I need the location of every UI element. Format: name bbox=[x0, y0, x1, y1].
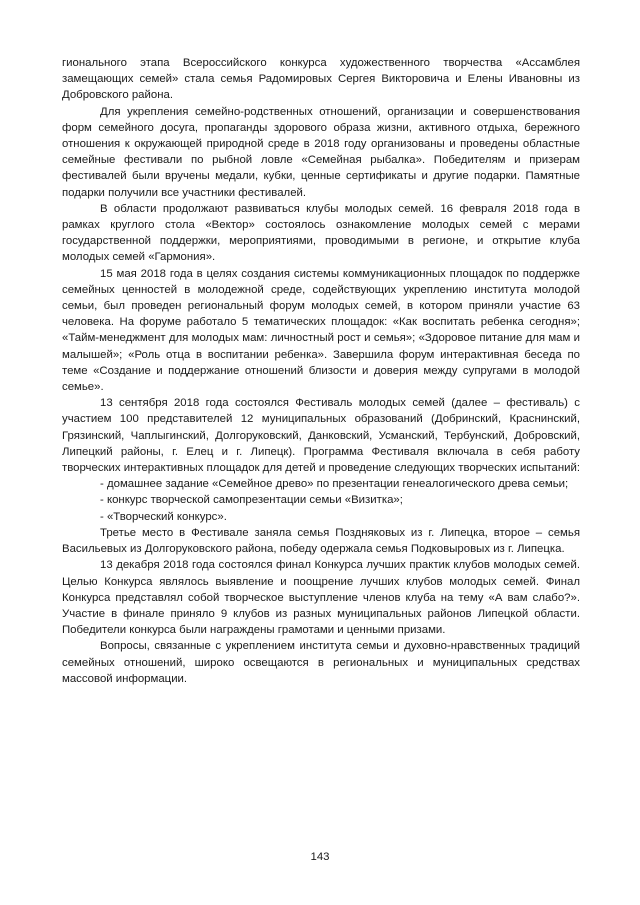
page-number: 143 bbox=[310, 851, 330, 863]
paragraph-continuation: гионального этапа Всероссийского конкурса художественного творчества «Ассамблея замещающих семей» стала семья Радомировых Сергея Викторовича и Елены Ивановны из Добровского района. bbox=[62, 57, 580, 102]
paragraph-young-family-clubs: В области продолжают развиваться клубы молодых семей. 16 февраля 2018 года в рамках круглого стола «Вектор» состоялось ознакомление молодых семей с мерами государственной поддержки, мероприятиями, проводимыми в регионе, и открытие клуба молодых семей «Гармония». bbox=[62, 202, 580, 264]
list-item-vizitka: - конкурс творческой самопрезентации семьи «Визитка»; bbox=[100, 494, 403, 507]
paragraph-festival-september: 13 сентября 2018 года состоялся Фестиваль молодых семей (далее – фестиваль) с участием 100 представителей 12 муниципальных образований (Добринский, Краснинский, Грязинский, Чаплыгинский, Долгоруковский, Данковский, Усманский, Тербунский, Добровский, Липецкий районы, г. Елец и г. Липецк). Программа Фестиваля включала в себя работу творческих интерактивных площадок для детей и проведение следующих творческих испытаний: bbox=[62, 397, 581, 475]
list-item-family-tree: - домашнее задание «Семейное древо» по презентации генеалогического древа семьи; bbox=[100, 478, 569, 491]
paragraph-clubs-contest-final: 13 декабря 2018 года состоялся финал Конкурса лучших практик клубов молодых семей. Целью Конкурса являлось выявление и поощрение лучших клубов молодых семей. Финал Конкурса представлял собой творческое выступление членов клуба на тему «А вам слабо?». Участие в финале приняло 9 клубов из разных муниципальных районов Липецкой области. Победители конкурса были награждены грамотами и ценными призами. bbox=[62, 559, 580, 637]
paragraph-media-coverage: Вопросы, связанные с укреплением института семьи и духовно-нравственных традиций семейных отношений, широко освещаются в региональных и муниципальных средствах массовой информации. bbox=[62, 640, 580, 685]
paragraph-family-festivals: Для укрепления семейно-родственных отношений, организации и совершенствования форм семейного досуга, пропаганды здорового образа жизни, активного отдыха, бережного отношения к окружающей природной среде в 2018 году организованы и проведены областные семейные фестивали по рыбной ловле «Семейная рыбалка». Победителям и призерам фестивалей были вручены медали, кубки, ценные сертификаты и другие подарки. Памятные подарки получили все участники фестивалей. bbox=[62, 105, 580, 199]
document-body bbox=[62, 55, 580, 687]
list-item-creative-contest: - «Творческий конкурс». bbox=[100, 510, 227, 523]
paragraph-regional-forum: 15 мая 2018 года в целях создания системы коммуникационных площадок по поддержке семейных ценностей в молодежной среде, содействующих укреплению института молодой семьи, был проведен региональный форум молодых семей, в котором приняли участие 63 человека. На форуме работало 5 тематических площадок: «Как воспитать ребенка сегодня»; «Тайм-менеджмент для молодых мам: личностный рост и семья»; «Здоровое питание для мам и малышей»; «Роль отца в воспитании ребенка». Завершила форум интерактивная беседа по теме «Создание и поддержание отношений близости и доверия между супругами в молодой семье». bbox=[62, 267, 580, 394]
paragraph-festival-results: Третье место в Фестивале заняла семья Поздняковых из г. Липецка, второе – семья Васильевых из Долгоруковского района, победу одержала семья Подковыровых из г. Липецка. bbox=[62, 526, 580, 556]
